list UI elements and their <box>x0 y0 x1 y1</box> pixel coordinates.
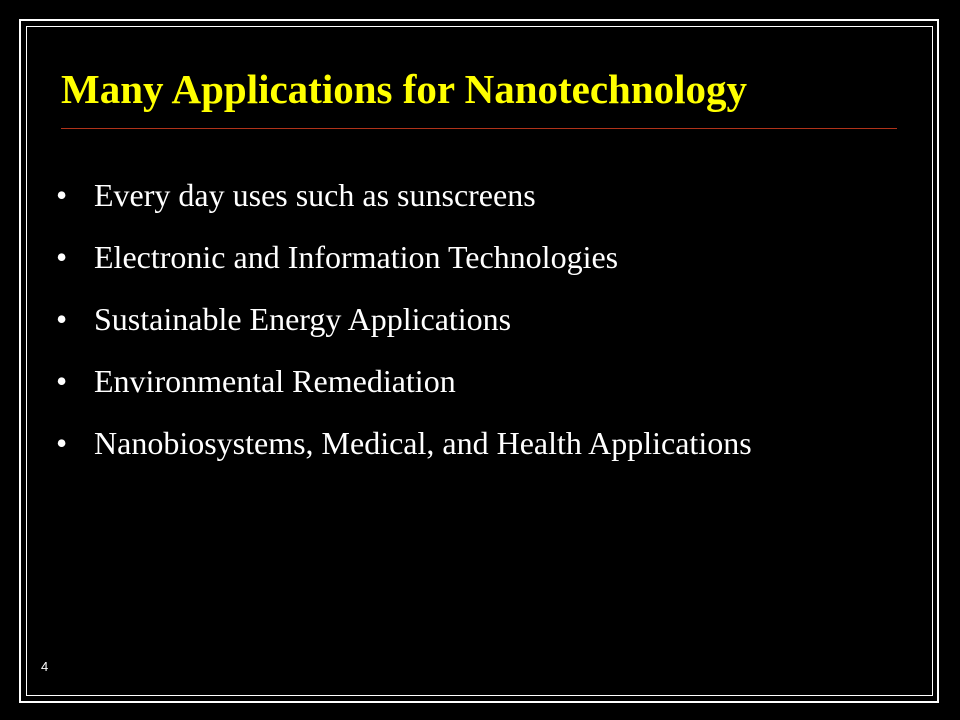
bullet-text: Electronic and Information Technologies <box>94 239 619 275</box>
bullet-dot-icon: • <box>56 301 68 337</box>
bullet-dot-icon: • <box>56 239 68 275</box>
bullet-text: Environmental Remediation <box>94 363 456 399</box>
page-number: 4 <box>41 659 49 674</box>
bullet-item <box>56 176 896 214</box>
bullet-dot-icon: • <box>56 177 68 213</box>
bullet-list <box>56 176 896 486</box>
bullet-text: Nanobiosystems, Medical, and Health Applications <box>94 425 752 461</box>
bullet-item <box>56 300 896 338</box>
title-underline <box>61 128 897 129</box>
bullet-text: Sustainable Energy Applications <box>94 301 512 337</box>
bullet-item <box>56 424 896 462</box>
bullet-dot-icon: • <box>56 363 68 399</box>
bullet-item <box>56 362 896 400</box>
slide-title: Many Applications for Nanotechnology <box>61 66 748 112</box>
bullet-item <box>56 238 896 276</box>
bullet-text: Every day uses such as sunscreens <box>94 177 536 213</box>
bullet-dot-icon: • <box>56 425 68 461</box>
